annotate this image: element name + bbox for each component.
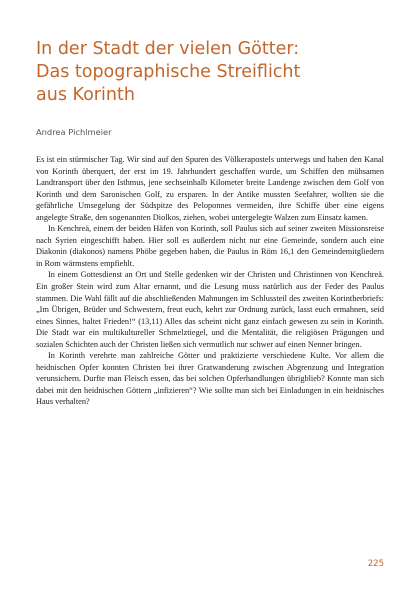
paragraph: In Korinth verehrte man zahlreiche Götter und praktizierte verschiedene Kulte. Vor allem die heidnischen Opfer konnten Christen bei ihrer Gratwanderung zwischen Abgrenzung und Integration verunsichern. Durfte man Fleisch essen, das bei solchen Opferhandlungen übrigblieb? Konnte man sich dabei mit den heidnischen Göttern „infizieren“? Wie sollte man sich bei Einladungen in ein heidnisches Haus verhalten?: [36, 351, 384, 407]
paragraph: In einem Gottesdienst an Ort und Stelle gedenken wir der Christen und Christinnen von Kenchreä. Ein großer Stein wird zum Altar ernannt, und die Lesung muss natürlich aus der Feder des Paulus stammen. Die Wahl fällt auf die abschließenden Mahnungen im Schlussteil des zweiten Korintherbriefs: „Im Übrigen, Brüder und Schwestern, freut euch, kehrt zur Ordnung zurück, lasst euch ermahnen, seid eines Sinnes, haltet Frieden!“ (13,11) Alles das scheint nicht ganz einfach gewesen zu sein in Korinth. Die Stadt war ein multikultureller Schmelztiegel, und die Mentalität, die religiösen Prägungen und sozialen Schichten auch der Christen ließen sich vermutlich nur schwer auf einen Nenner bringen.: [36, 270, 384, 349]
author-name: Andrea Pichlmeier: [36, 127, 112, 137]
page-number: 225: [367, 559, 384, 569]
body-text: [36, 154, 384, 408]
title-line: aus Korinth: [36, 85, 135, 105]
title-line: Das topographische Streiflicht: [36, 62, 301, 82]
paragraph: Es ist ein stürmischer Tag. Wir sind auf den Spuren des Völkerapostels unterwegs und haben den Kanal von Korinth überquert, der erst im 19. Jahrhundert geschaffen wurde, um Schiffen den mühsamen Landtransport über den Isthmus, jene sechseinhalb Kilometer breite Landenge zwischen dem Golf von Korinth und dem Saronischen Golf, zu ersparen. In der Antike mussten Seefahrer, wollten sie die gefährliche Umsegelung der Südspitze des Peloponnes vermeiden, ihre Schiffe über eine eigens angelegte Straße, den sogenannten Diolkos, ziehen, wobei untergelegte Walzen zum Einsatz kamen.: [36, 155, 384, 222]
chapter-title: [36, 38, 386, 107]
paragraph: In Kenchreä, einem der beiden Häfen von Korinth, soll Paulus sich auf seiner zweiten Missionsreise nach Syrien eingeschifft haben. Hier soll es außerdem nicht nur eine Gemeinde, sondern auch eine Diakonin (diakonos) namens Phöbe gegeben haben, die Paulus in Röm 16,1 den Gemeindemitgliedern in Rom wärmstens empfiehlt.: [36, 224, 384, 268]
title-line: In der Stadt der vielen Götter:: [36, 39, 300, 59]
